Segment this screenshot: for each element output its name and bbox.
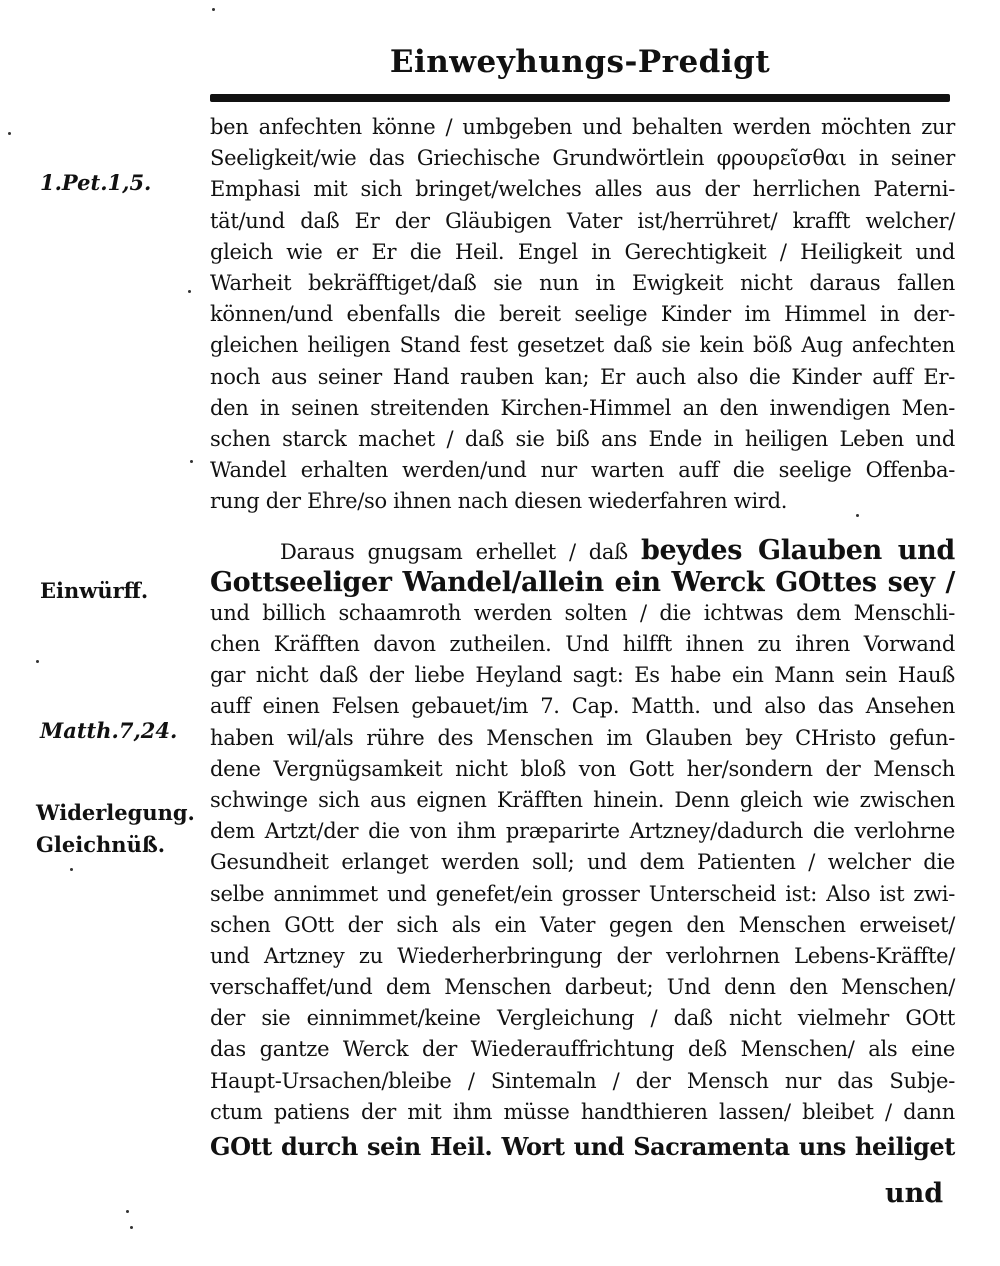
margin-note-1-pet: 1.Pet.1,5. bbox=[40, 170, 152, 195]
paragraph-2 bbox=[210, 535, 955, 1166]
page-header-title: Einweyhungs-Predigt bbox=[389, 44, 771, 80]
text-line: können/und ebenfalls die bereit seelige Kinder im Himmel in der- bbox=[210, 302, 955, 327]
catchword: und bbox=[885, 1178, 944, 1209]
text-line: das gantze Werck der Wiederauffrichtung deß Menschen/ als eine bbox=[210, 1037, 955, 1062]
text-line: dene Vergnügsamkeit nicht bloß von Gott her/sondern der Mensch bbox=[210, 756, 955, 781]
text-line-first bbox=[210, 535, 955, 566]
text-line: und billich schaamroth werden solten / die ichtwas dem Menschli- bbox=[210, 600, 955, 625]
text-line: schwinge sich aus eignen Kräfften hinein. Denn gleich wie zwischen bbox=[210, 787, 955, 812]
margin-note-einwurff: Einwürff. bbox=[40, 578, 149, 603]
text-line: chen Kräfften davon zutheilen. Und hilfft ihnen zu ihren Vorwand bbox=[210, 632, 955, 656]
text-line: Seeligkeit/wie das Griechische Grundwörtlein φρουρεῖσθαι in seiner bbox=[210, 146, 955, 171]
text-run-large: beydes Glauben und bbox=[640, 535, 955, 567]
text-line: den in seinen streitenden Kirchen-Himmel an den inwendigen Men- bbox=[210, 395, 955, 420]
text-line: rung der Ehre/so ihnen nach diesen wiederfahren wird. bbox=[210, 489, 788, 514]
body-text bbox=[210, 112, 955, 1166]
text-line: schen GOtt der sich als ein Vater gegen den Menschen erweiset/ bbox=[210, 912, 955, 937]
text-line: auff einen Felsen gebauet/im 7. Cap. Matth. und also das Ansehen bbox=[210, 694, 955, 719]
text-run: Daraus gnugsam erhellet / daß bbox=[280, 540, 628, 565]
text-line: noch aus seiner Hand rauben kan; Er auch also die Kinder auff Er- bbox=[210, 364, 955, 389]
text-line: ben anfechten könne / umbgeben und behalten werden möchten zur bbox=[210, 115, 955, 139]
margin-note-matth: Matth.7,24. bbox=[40, 718, 178, 743]
text-line: haben wil/als rühre des Menschen im Glauben bey CHristo gefun- bbox=[210, 725, 955, 750]
text-line: schen starck machet / daß sie biß ans Ende in heiligen Leben und bbox=[210, 426, 955, 451]
text-line: gar nicht daß der liebe Heyland sagt: Es habe ein Mann sein Hauß bbox=[210, 663, 955, 688]
paragraph-1 bbox=[210, 112, 955, 517]
text-line: der sie einnimmet/keine Vergleichung / daß nicht vielmehr GOtt bbox=[210, 1006, 955, 1031]
text-line: Haupt-Ursachen/bleibe / Sintemaln / der Mensch nur das Subje- bbox=[210, 1068, 955, 1093]
text-line: Wandel erhalten werden/und nur warten auff die seelige Offenba- bbox=[210, 458, 955, 483]
text-line: ctum patiens der mit ihm müsse handthieren lassen/ bleibet / dann bbox=[210, 1099, 955, 1124]
text-line: selbe annimmet und genefet/ein grosser Unterscheid ist: Also ist zwi- bbox=[210, 881, 955, 906]
text-line: Warheit bekräfftiget/daß sie nun in Ewigkeit nicht daraus fallen bbox=[210, 270, 955, 295]
text-line: verschaffet/und dem Menschen darbeut; Und denn den Menschen/ bbox=[210, 975, 955, 1000]
text-line: Emphasi mit sich bringet/welches alles aus der herrlichen Paterni- bbox=[210, 177, 955, 202]
margin-note-widerlegung: Widerlegung. bbox=[36, 800, 195, 825]
text-line: dem Artzt/der die von ihm præparirte Artzney/dadurch die verlohrne bbox=[210, 819, 955, 844]
text-line: tät/und daß Er der Gläubigen Vater ist/herrühret/ krafft welcher/ bbox=[210, 208, 955, 233]
margin-note-gleichnuss: Gleichnüß. bbox=[36, 832, 166, 857]
text-line: gleich wie er Er die Heil. Engel in Gerechtigkeit / Heiligkeit und bbox=[210, 239, 955, 264]
text-line-large: GOtt durch sein Heil. Wort und Sacramenta uns heiliget bbox=[210, 1132, 955, 1161]
text-line: und Artzney zu Wiederherbringung der verlohrnen Lebens-Kräffte/ bbox=[210, 943, 955, 968]
text-line-large: Gottseeliger Wandel/allein ein Werck GOttes sey / bbox=[210, 566, 955, 598]
text-line: Gesundheit erlanget werden soll; und dem Patienten / welcher die bbox=[210, 850, 955, 875]
header-rule bbox=[210, 94, 950, 102]
text-line: gleichen heiligen Stand fest gesetzet daß sie kein böß Aug anfechten bbox=[210, 333, 955, 358]
